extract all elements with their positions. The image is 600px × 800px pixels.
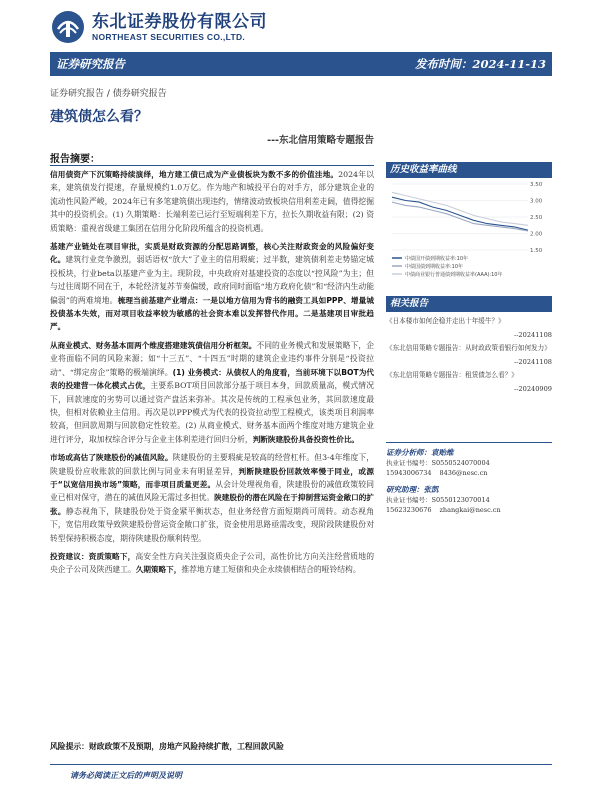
y-tick-label: 2.00 [530,231,543,238]
paragraph-5 [50,550,374,577]
footer-divider [50,764,552,765]
analyst-contact [386,468,552,478]
analyst-email[interactable]: 8436@nesc.cn [439,469,488,477]
chart-title: 历史收益率曲线 [386,162,552,178]
legend-label: 中债国开债到期收益率:10年 [405,256,469,262]
y-tick-label: 3.50 [530,182,543,188]
paragraph-5-text-2: 推荐地方建工短债和央企永续债相结合的哑铃结构。 [181,565,361,575]
y-tick-label: 2.50 [530,215,543,221]
paragraph-4 [50,451,374,545]
risk-warning: 风险提示：财政政策不及预期，房地产风险持续扩散，工程回款风险 [50,742,284,751]
assistant-cert: 执业证书编号：S0550123070014 [386,496,490,504]
paragraph-3 [50,339,374,446]
related-reports [386,296,552,393]
company-name-en: NORTHEAST SECURITIES CO.,LTD. [92,31,246,42]
assistant-contact [386,505,552,515]
y-tick-label: 1.50 [530,248,543,254]
paragraph-3-conclusion: 判断陕建股份具备投资性价比。 [252,434,360,444]
paragraph-5-lead: 投资建议：资质策略下， [50,551,136,561]
paragraph-4-text-2: 从会计处理视角看，陕建股份的减值政策较同业已相对保守，潜在的减值风险无需过多担忧。 [50,479,374,503]
abstract-label: 报告摘要： [50,154,100,165]
legend-label: 中债商业银行普通债到期收益率(AAA):10年 [405,272,503,278]
related-title: 相关报告 [386,296,552,312]
y-tick-label: 3.00 [530,198,543,205]
banner-report-type: 证券研究报告 [56,57,125,71]
paragraph-1-lead: 信用债资产下沉策略持续演绎，地方建工债已成为产业债板块为数不多的价值洼地。 [50,170,339,179]
related-item[interactable]: 《日本楼市如何企稳并走出十年缓牛？》 [386,317,505,325]
related-item[interactable]: 《东北信用策略专题报告：从时政政策看银行如何发力》 [386,344,551,352]
company-name-cn: 东北证券股份有限公司 [92,11,267,32]
paragraph-4-text-3: 静态视角下，陕建股份处于资金紧平衡状态，但业务经营方面短期尚可周转。动态视角下，宽信用政策导致陕建股份营运资金敞口扩张，资金使用思路亟需改变，现阶段陕建股份对转型保持积极态度，期待陕建股份顺利转型。 [50,506,375,543]
banner-publish-date: 发布时间：2024-11-13 [414,57,546,71]
paragraph-1 [50,168,374,235]
page-title: 建筑债怎么看？ [50,109,148,125]
analyst-phone: 15943006734 [386,469,432,477]
series-subtitle: ---东北信用策略专题报告 [267,135,374,146]
series-line-1 [392,197,528,230]
assistant-role: 研究助理：张凯 [386,485,439,494]
paragraph-2 [50,240,374,334]
related-item[interactable]: 《东北信用策略专题报告：租赁债怎么看？》 [386,371,518,379]
paragraph-1-text: 2024年以来，建筑债发行提速，存量规模约1.0万亿。作为地产和城投平台的对手方，部分建筑企业的流动性风险严峻，2024年已有多笔建筑债出现违约，情绪波动致板块信用利差走阔，值得挖掘其中的投资机会。(1) 久期策略：长端利差已运行至短端利差下方，拉长久期收益有限；(2) 资质策略：重视省级建工集团在信用分化阶段所蕴含的投资机遇。 [50,170,374,233]
legend-label: 中债国债到期收益率:10年 [405,264,464,270]
related-item-date: --20240909 [513,385,552,393]
header-banner [50,52,552,76]
assistant-phone: 15623230676 [386,506,432,514]
paragraph-5-emphasis: 久期策略下， [135,565,182,575]
yield-chart-panel [386,162,552,288]
paragraph-4-emphasis: 判断陕建股份回款效率慢于同业，或源于“以宽信用换市场”策略，而非项目质量更差。 [50,466,374,489]
series-line-3 [392,192,528,225]
paragraph-3-text: 不同的业务模式和发展策略下，企业将面临不同的风险来源；如“十三五”、“十四五”时期的建筑企业违约事件分别是“投资拉动”、“绑定房企”策略的极端演绎。 [50,340,374,377]
paragraph-2-text: 建筑行业竞争激烈，弱话语权“放大”了业主的信用瑕疵；过半数，建筑债利差走势锚定城投板块，行业beta以基建产业为主。现阶段，中央政府对基建投资的态度以“控风险”为主；但与过往周期不同在于，本轮经济复苏节奏偏缓，政府同时面临“地方政府化债”和“经济内生动能偏弱”的两难境地。 [50,255,375,305]
footer-disclaimer: 请务必阅读正文后的声明及说明 [70,771,182,780]
paragraph-4-text: 陕建股份的主要瑕疵是较高的经营杠杆。但3-4年维度下，陕建股份应收账款的回款比例与同业未有明显差异， [50,453,374,476]
company-logo [50,8,350,46]
paragraph-4-emphasis-2: 陕建股份的潜在风险在于抑制营运资金敞口的扩张。 [50,493,374,516]
company-logo-icon [50,9,86,45]
paragraph-3-emphasis: (1) 业务模式：从债权人的角度看，当前环境下以BOT为代表的投建营一体化模式占优， [50,367,374,391]
divider [50,165,374,166]
paragraph-3-text-2: 主要系BOT项目回款部分基于项目本身，回款质量高，模式情况下，回款速度的劣势可以通过资产盘活来弥补。其次是传统的工程承包业务，其回款速度最快，但相对依赖业主信用。再次是以PPP模式为代表的投资拉动型工程模式，该类项目利润率较高，但回款周期与回款稳定性较差。(2) 从商业模式、财务基本面两个维度对地方建筑企业进行评分，取加权综合评分与企业主体利差进行回归分析， [50,381,375,444]
paragraph-4-lead: 市场或高估了陕建股份的减值风险。 [50,453,173,463]
yield-chart [386,180,552,284]
paragraph-2-lead: 基建产业链处在项目审批，实质是财政资源的分配思路调整，核心关注财政资金的风险偏好变化。 [50,242,374,265]
paragraph-2-emphasis: 梳理当前基建产业增点：一是以地方信用为背书的融资工具如PPP、增量城投债基本失效，而对项目收益率较为敏感的社会资本难以发挥替代作用。二是基建项目审批趋严。 [50,295,374,332]
analyst-cert: 执业证书编号：S0550524070004 [386,459,490,467]
analyst-role: 证券分析师：袁贻维 [386,448,454,457]
related-item-date: --20241108 [513,358,552,366]
paragraph-3-lead: 从商业模式、财务基本面两个维度搭建建筑债信用分析框架。 [50,340,257,350]
related-item-date: --20241108 [513,331,552,339]
paragraph-5-text: 高安全性方向关注强资质央企子公司，高性价比方向关注经营质地的央企子公司及陕西建工。 [50,551,375,575]
assistant-email[interactable]: zhangkai@nesc.cn [439,506,501,514]
analyst-info [386,442,552,515]
abstract-body [50,168,374,582]
breadcrumb: 证券研究报告 / 债券研究报告 [50,89,167,99]
